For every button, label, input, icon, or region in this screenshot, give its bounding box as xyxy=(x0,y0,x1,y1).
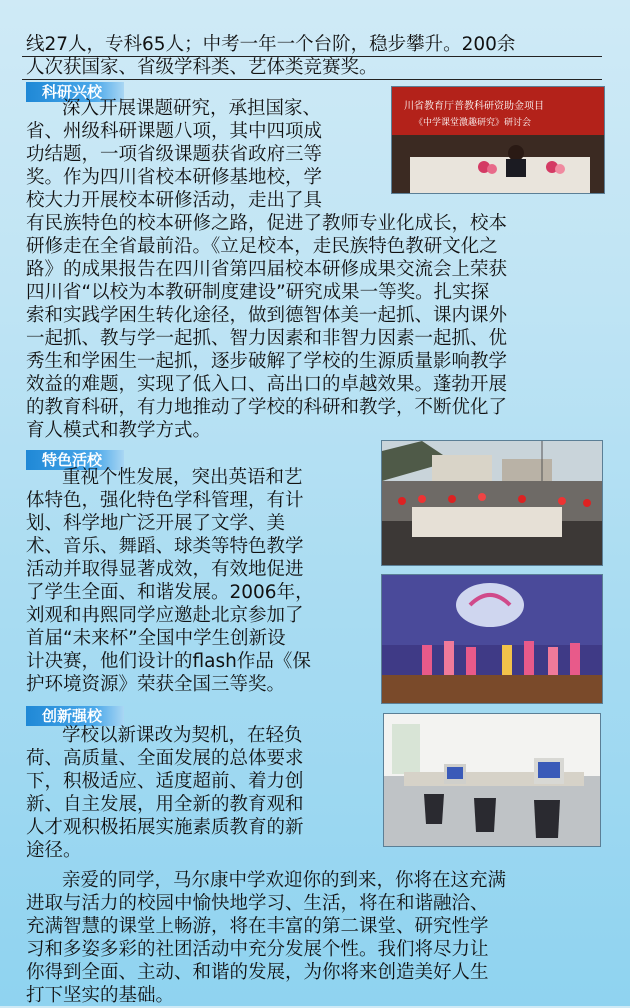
body-line: 人才观积极拓展实施素质教育的新 xyxy=(26,817,304,838)
body-line: 功结题，一项省级课题获省政府三等 xyxy=(26,144,323,165)
body-line: 首届“未来杯”全国中学生创新设 xyxy=(26,628,286,649)
seminar-photo xyxy=(391,86,605,194)
body-line: 一起抓、教与学一起抓、智力因素和非智力因素一起抓、优 xyxy=(26,328,508,349)
body-line: 省、州级科研课题八项，其中四项成 xyxy=(26,121,323,142)
intro-line: 线27人，专科65人；中考一年一个台阶，稳步攀升。200余 xyxy=(26,34,516,55)
body-line: 效益的难题，实现了低入口、高出口的卓越效果。蓬勃开展 xyxy=(26,374,508,395)
computer-lab-photo xyxy=(383,713,601,847)
body-line: 四川省“以校为本教研制度建设”研究成果一等奖。扎实探 xyxy=(26,282,490,303)
outdoor-event-photo xyxy=(381,440,603,566)
body-line: 荷、高质量、全面发展的总体要求 xyxy=(26,748,304,769)
body-line: 术、音乐、舞蹈、球类等特色教学 xyxy=(26,536,304,557)
body-line: 途径。 xyxy=(26,840,82,861)
body-line: 有民族特色的校本研修之路，促进了教师专业化成长，校本 xyxy=(26,213,508,234)
banner-caption: 《中学课堂激趣研究》研讨会 xyxy=(414,118,532,128)
banner-caption: 川省教育厅普教科研资助金项目 xyxy=(404,101,544,112)
closing-line: 习和多姿多彩的社团活动中充分发展个性。我们将尽力让 xyxy=(26,939,489,960)
body-line: 活动并取得显著成效，有效地促进 xyxy=(26,559,304,580)
body-line: 校大力开展校本研修活动，走出了具 xyxy=(26,190,323,211)
body-line: 新、自主发展，用全新的教育观和 xyxy=(26,794,304,815)
body-line: 下，积极适应、适度超前、着力创 xyxy=(26,771,304,792)
body-line: 研修走在全省最前沿。《立足校本，走民族特色教研文化之 xyxy=(26,236,498,257)
body-line: 奖。作为四川省校本研修基地校，学 xyxy=(26,167,323,188)
body-line: 路》的成果报告在四川省第四届校本研修成果交流会上荣获 xyxy=(26,259,508,280)
closing-line: 亲爱的同学，马尔康中学欢迎你的到来，你将在这充满 xyxy=(62,870,507,891)
body-line: 秀生和学困生一起抓，逐步破解了学校的生源质量影响教学 xyxy=(26,351,508,372)
body-line: 刘观和冉熙同学应邀赴北京参加了 xyxy=(26,605,304,626)
dance-performance-photo xyxy=(381,574,603,704)
closing-line: 你得到全面、主动、和谐的发展，为你将来创造美好人生 xyxy=(26,962,489,983)
body-line: 计决赛，他们设计的flash作品《保 xyxy=(26,651,311,672)
body-line: 了学生全面、和谐发展。2006年， xyxy=(26,582,314,603)
body-line: 索和实践学困生转化途径，做到德智体美一起抓、课内课外 xyxy=(26,305,508,326)
body-line: 体特色，强化特色学科管理，有计 xyxy=(26,490,304,511)
intro-line: 人次获国家、省级学科类、艺体类竞赛奖。 xyxy=(26,57,378,78)
body-line: 划、科学地广泛开展了文学、美 xyxy=(26,513,286,534)
closing-line: 充满智慧的课堂上畅游，将在丰富的第二课堂、研究性学 xyxy=(26,916,489,937)
body-line: 重视个性发展，突出英语和艺 xyxy=(62,467,303,488)
closing-line: 打下坚实的基础。 xyxy=(26,985,175,1006)
closing-line: 进取与活力的校园中愉快地学习、生活，将在和谐融洽、 xyxy=(26,893,489,914)
body-line: 深入开展课题研究，承担国家、 xyxy=(62,98,322,119)
section-tag-features: 特色活校 xyxy=(26,450,124,470)
body-line: 学校以新课改为契机，在轻负 xyxy=(62,725,303,746)
body-line: 护环境资源》荣获全国三等奖。 xyxy=(26,674,286,695)
underline xyxy=(22,79,602,80)
body-line: 的教育科研，有力地推动了学校的科研和教学，不断优化了 xyxy=(26,397,508,418)
body-line: 育人模式和教学方式。 xyxy=(26,420,212,441)
section-tag-innovation: 创新强校 xyxy=(26,706,124,726)
section-tag-research: 科研兴校 xyxy=(26,82,124,102)
